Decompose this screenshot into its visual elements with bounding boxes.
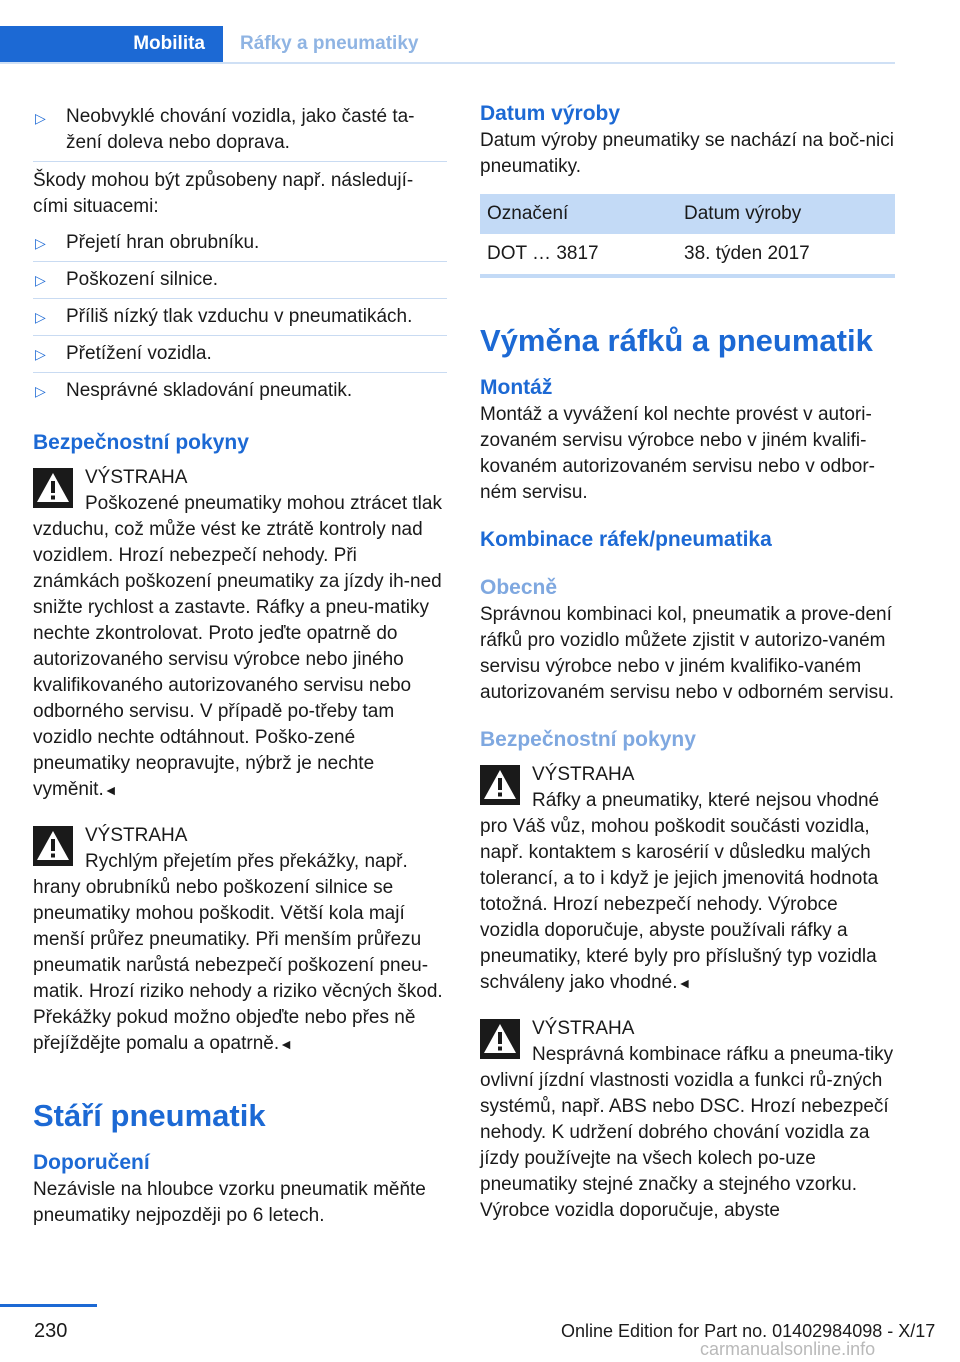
triangle-right-icon: ▷ [35,235,46,251]
mfg-date-text: Datum výroby pneumatiky se nachází na boč-nici pneumatiky. [480,130,894,177]
general-text: Správnou kombinaci kol, pneumatik a prove-dení ráfků pro vozidlo můžete zjistit v autorizo-vaném servisu výrobce nebo v jiném kvalifiko-vaném autorizovaném servisu nebo v odborném servisu. [480,604,894,703]
list-item: ▷ Neobvyklé chování vozidla, jako časté ta-žení doleva nebo doprava. [33,100,447,162]
warning-block [33,823,447,1057]
mfg-date-heading: Datum výroby [480,102,621,125]
recommend-heading: Doporučení [33,1151,150,1174]
damage-list [33,225,447,409]
left-column [33,100,447,1229]
warning-block [33,465,447,803]
list-item: ▷ Poškození silnice. [33,262,447,299]
table-row [480,234,895,276]
triangle-right-icon: ▷ [35,346,46,362]
warning-label: VÝSTRAHA [85,825,188,846]
warning-text: Rychlým přejetím přes překážky, např. hrany obrubníků nebo poškození silnice se pneumatiky mohou poškodit. Větší kola mají menší průřez pneumatiky. Při menším průřezu pneumatik narůstá nebezpečí poškození pneu-matik. Hrozí riziko nehody a riziko věcných škod. Překážky pokud možno objeďte nebo přes ně přejíždějte pomalu a opatrně.◄ [33,851,443,1054]
warning-triangle-icon [33,826,73,866]
table-header: Datum výroby [677,194,895,234]
recommend-text: Nezávisle na hloubce vzorku pneumatik měňte pneumatiky nejpozději po 6 letech. [33,1179,426,1226]
end-mark-icon: ◄ [103,782,118,798]
triangle-right-icon: ▷ [35,383,46,399]
warning-text: Nesprávná kombinace ráfku a pneuma-tiky ovlivní jízdní vlastnosti vozidla a funkci rů-zných systémů, např. ABS nebo DSC. Hrozí nebezpečí nehody. K udržení dobrého chování vozidla za jízdy používejte na všech kolech po-uze pneumatiky stejné značky a stejného vzorku. Výrobce vozidla doporučuje, abyste [480,1044,894,1221]
warning-block [480,1016,894,1224]
warning-text: Poškozené pneumatiky mohou ztrácet tlak vzduchu, což může vést ke ztrátě kontroly nad vozidlem. Hrozí nebezpečí nehody. Při známkách poškození pneumatiky za jízdy ih-ned snižte rychlost a zastavte. Ráfky a pneu-matiky nechte zkontrolovat. Proto jeďte opatrně do autorizovaného servisu výrobce nebo jiného kvalifikovaného autorizovaného servisu nebo odborného servisu. V případě po-třeby tam vozidlo nechte odtáhnout. Poško-zené pneumatiky neopravujte, nýbrž je nechte vyměnit.◄ [33,493,442,800]
chapter-tab: Ráfky a pneumatiky [240,33,419,54]
mount-heading: Montáž [480,376,553,399]
watermark: carmanualsonline.info [700,1339,876,1359]
mount-text: Montáž a vyvážení kol nechte provést v autori-zovaném servisu výrobce nebo v jiném kvalifi-kovaném autorizovaném servisu nebo v odbor-ném servisu. [480,404,875,503]
combo-heading: Kombinace ráfek/pneumatika [480,528,772,551]
warning-label: VÝSTRAHA [532,1018,635,1039]
table-cell: 38. týden 2017 [677,234,895,276]
table-cell: DOT … 3817 [480,234,677,276]
list-item: ▷ Nesprávné skladování pneumatik. [33,373,447,409]
warning-block [480,762,894,996]
warning-triangle-icon [33,468,73,508]
general-heading: Obecně [480,576,558,599]
warning-triangle-icon [480,1019,520,1059]
section-tab: Mobilita [0,26,223,62]
end-mark-icon: ◄ [677,975,692,991]
right-column [480,100,894,1224]
triangle-right-icon: ▷ [35,309,46,325]
list-item: ▷ Přetížení vozidla. [33,336,447,373]
safety-heading: Bezpečnostní pokyny [33,431,249,454]
mfg-date-table [480,194,895,278]
warning-text: Ráfky a pneumatiky, které nejsou vhodné pro Váš vůz, mohou poškodit součásti vozidla, např. kontaktem s karosérií v důsledku malých tolerancí, a to i když je jejich jmenovitá hodnota totožná. Hrozí nebezpečí nehody. Výrobce vozidla doporučuje, abyste používali ráfky a pneumatiky, které byly pro příslušný typ vozidla schváleny jako vhodné.◄ [480,790,880,993]
page-number: 230 [34,1320,68,1342]
edition-text: Online Edition for Part no. 01402984098 - X/17 [561,1321,936,1341]
replace-heading: Výměna ráfků a pneumatik [480,323,873,358]
safety-heading: Bezpečnostní pokyny [480,728,696,751]
damage-intro: Škody mohou být způsobeny např. následují-cími situacemi: [33,170,414,217]
list-item: ▷ Příliš nízký tlak vzduchu v pneumatikách. [33,299,447,336]
tire-age-heading: Stáří pneumatik [33,1098,266,1133]
triangle-right-icon: ▷ [35,272,46,288]
warning-label: VÝSTRAHA [532,764,635,785]
running-header [0,26,895,64]
warning-triangle-icon [480,765,520,805]
end-mark-icon: ◄ [279,1036,293,1052]
warning-label: VÝSTRAHA [85,467,188,488]
triangle-right-icon: ▷ [35,110,46,126]
list-item: ▷ Přejetí hran obrubníku. [33,225,447,262]
table-header: Označení [480,194,677,234]
footer-rule [0,1304,97,1307]
